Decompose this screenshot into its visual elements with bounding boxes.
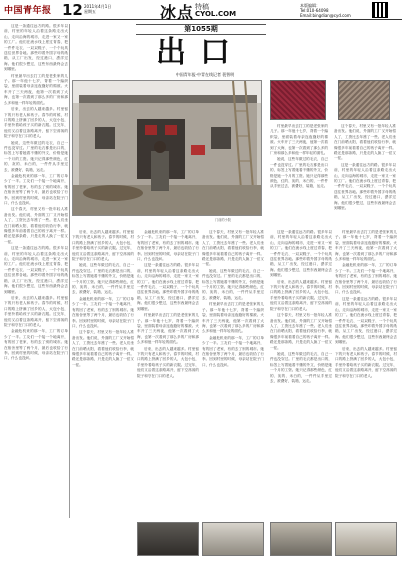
editor-line: 本版编辑： (300, 3, 320, 8)
paragraph: 村里最早出去打工的是老张家的儿子。那一年他十七岁，背着一个编织袋，里面装着母亲连夜缝好的棉被。火车开了三天两夜，他第一次看到了大海，也第一次看到了那么多的厂房和那么多和他一样年轻的面孔。 (335, 230, 397, 262)
paragraph: 她说，这些年做过的毛衣，自己一件也没穿过。厂里的毛衣都是出口的，标签上写着她看不懂的外文，价格是她一个月的工资。她只记得那些颜色，红的、灰的、米白的，一件件从手里过去，被叠好，装箱，运走。 (4, 140, 68, 172)
article-byline: 中国青年报·中青在线记者 裴智明 (175, 72, 235, 77)
text-column-right-b (334, 124, 396, 228)
paragraph: 她说，这些年做过的毛衣，自己一件也没穿过。厂里的毛衣都是出口的，标签上写着她看不懂的外文，价格是她一个月的工资。她只记得那些颜色，红的、灰的、米白的，一件件从手里过去，被叠好，装箱，运走。 (270, 157, 328, 189)
page-number: 12 (62, 1, 83, 19)
qr-code-icon (372, 2, 388, 18)
paragraph: 村里最早出去打工的是老张家的儿子。那一年他十七岁，背着一个编织袋，里面装着母亲连夜缝好的棉被。火车开了三天两夜，他第一次看到了大海，也第一次看到了那么多的厂房和那么多和他一样年轻的面孔。 (202, 302, 264, 334)
email-line: Email:bingdian@cyd.com (300, 13, 351, 18)
paragraph: 这是一条通往远方的路。很多年以前，村里的年轻人沿着这条路走出大山，走向沿海的城市，走进一家又一家的工厂。他们在流水线上度过青春，把一件件毛衣、一双双鞋子、一个个玩具送往世界各地。那些印着外国字母的纸箱，从工厂出发，经过港口，漂洋过海。他们很少想过，这些东西最终会去到哪里。 (270, 230, 332, 278)
paragraph: 后来，出去的人越来越多。村里留下的只有老人和孩子。春节的时候，村口的路上挤满了回乡的人，大包小包，手里拎着给孩子买的新衣服。过完年，他们又沿着这条路离开，留下空荡荡的院子和守在门口的老人。 (4, 295, 68, 327)
paragraph: 后来，出去的人越来越多。村里留下的只有老人和孩子。春节的时候，村口的路上挤满了回乡的人，大包小包，手里拎着给孩子买的新衣服。过完年，他们又沿着这条路离开，留下空荡荡的院子和守在门口的老人。 (4, 107, 68, 139)
paragraph: 村里最早出去打工的是老张家的儿子。那一年他十七岁，背着一个编织袋，里面装着母亲连夜缝好的棉被。火车开了三天两夜，他第一次看到了大海，也第一次看到了那么多的厂房和那么多和他一样年轻的面孔。 (4, 73, 68, 105)
text-column-5 (202, 230, 264, 518)
paragraph: 金融危机来的那一年，工厂的订单少了一半。工友们一个接一个地离开，有的回了老家，有的去了别的城市。她在宿舍里等了两个月，最后也收拾了行李。回到村里的时候，母亲站在院子门口，什么也没问。 (4, 329, 68, 361)
paragraph: 这个春天，村里又有一批年轻人准备出发。他们说，外面的工厂又开始招人了，工资比去年涨了一些。老人们坐在门前晒太阳，看着他们收拾行李，就像很多年前看着自己的孩子离开一样。路还是那条路，只是走的人换了一茬又一茬。 (334, 124, 396, 161)
article-headline: 出口 (156, 35, 244, 70)
site-url[interactable]: CYOL.COM (195, 10, 237, 18)
text-column-4 (137, 230, 199, 518)
paragraph: 后来，出去的人越来越多。村里留下的只有老人和孩子。春节的时候，村口的路上挤满了回乡的人，大包小包，手里拎着给孩子买的新衣服。过完年，他们又沿着这条路离开，留下空荡荡的院子和守在门口的老人。 (335, 346, 397, 378)
paragraph: 后来，出去的人越来越多。村里留下的只有老人和孩子。春节的时候，村口的路上挤满了回乡的人，大包小包，手里拎着给孩子买的新衣服。过完年，他们又沿着这条路离开，留下空荡荡的院子和守在门口的老人。 (72, 230, 134, 262)
bottom-photo-3 (270, 522, 332, 556)
knitting-photo (338, 80, 390, 120)
paragraph: 这是一条通往远方的路。很多年以前，村里的年轻人沿着这条路走出大山，走向沿海的城市，走进一家又一家的工厂。他们在流水线上度过青春，把一件件毛衣、一双双鞋子、一个个玩具送往世界各地。那些印着外国字母的纸箱，从工厂出发，经过港口，漂洋过海。他们很少想过，这些东西最终会去到哪里。 (334, 162, 396, 211)
text-column-right-a (270, 124, 328, 228)
weekday-line: 星期五 (84, 9, 96, 14)
sweater-photo (270, 80, 326, 120)
text-column-7 (335, 230, 397, 518)
text-column-3 (72, 230, 134, 518)
editor-info (300, 3, 358, 18)
paragraph: 这个春天，村里又有一批年轻人准备出发。他们说，外面的工厂又开始招人了，工资比去年涨了一些。老人们坐在门前晒太阳，看着他们收拾行李，就像很多年前看着自己的孩子离开一样。路还是那条路，只是走的人换了一茬又一茬。 (270, 313, 332, 350)
paragraph: 这是一条通往远方的路。很多年以前，村里的年轻人沿着这条路走出大山，走向沿海的城市，走进一家又一家的工厂。他们在流水线上度过青春，把一件件毛衣、一双双鞋子、一个个玩具送往世界各地。那些印着外国字母的纸箱，从工厂出发，经过港口，漂洋过海。他们很少想过，这些东西最终会去到哪里。 (137, 263, 199, 311)
bottom-photo-2 (202, 522, 264, 556)
paragraph: 金融危机来的那一年，工厂的订单少了一半。工友们一个接一个地离开，有的回了老家，有的去了别的城市。她在宿舍里等了两个月，最后也收拾了行李。回到村里的时候，母亲站在院子门口，什么也没问。 (335, 263, 397, 295)
bottom-photo-4 (335, 522, 397, 556)
date-line: 2011年4月1日 (84, 4, 112, 9)
newspaper-logo: 中国青年报 (4, 6, 52, 16)
paragraph: 这个春天，村里又有一批年轻人准备出发。他们说，外面的工厂又开始招人了，工资比去年涨了一些。老人们坐在门前晒太阳，看着他们收拾行李，就像很多年前看着自己的孩子离开一样。路还是那条路，只是走的人换了一茬又一茬。 (4, 207, 68, 244)
main-photo (72, 80, 262, 216)
paragraph: 后来，出去的人越来越多。村里留下的只有老人和孩子。春节的时候，村口的路上挤满了回乡的人，大包小包，手里拎着给孩子买的新衣服。过完年，他们又沿着这条路离开，留下空荡荡的院子和守在门口的老人。 (270, 279, 332, 311)
paragraph: 金融危机来的那一年，工厂的订单少了一半。工友们一个接一个地离开，有的回了老家，有的去了别的城市。她在宿舍里等了两个月，最后也收拾了行李。回到村里的时候，母亲站在院子门口，什么也没问。 (202, 335, 264, 367)
paragraph: 这是一条通往远方的路。很多年以前，村里的年轻人沿着这条路走出大山，走向沿海的城市，走进一家又一家的工厂。他们在流水线上度过青春，把一件件毛衣、一双双鞋子、一个个玩具送往世界各地。那些印着外国字母的纸箱，从工厂出发，经过港口，漂洋过海。他们很少想过，这些东西最终会去到哪里。 (4, 246, 68, 294)
paragraph: 她说，这些年做过的毛衣，自己一件也没穿过。厂里的毛衣都是出口的，标签上写着她看不懂的外文，价格是她一个月的工资。她只记得那些颜色，红的、灰的、米白的，一件件从手里过去，被叠好，装箱，运走。 (202, 268, 264, 300)
bottom-photo-1 (137, 522, 199, 556)
masthead (0, 0, 402, 20)
paragraph: 这是一条通往远方的路。很多年以前，村里的年轻人沿着这条路走出大山，走向沿海的城市，走进一家又一家的工厂。他们在流水线上度过青春，把一件件毛衣、一双双鞋子、一个个玩具送往世界各地。那些印着外国字母的纸箱，从工厂出发，经过港口，漂洋过海。他们很少想过，这些东西最终会去到哪里。 (335, 296, 397, 345)
paragraph: 这个春天，村里又有一批年轻人准备出发。他们说，外面的工厂又开始招人了，工资比去年涨了一些。老人们坐在门前晒太阳，看着他们收拾行李，就像很多年前看着自己的孩子离开一样。路还是那条路，只是走的人换了一茬又一茬。 (72, 330, 134, 367)
issue-number: 第1055期 (136, 24, 266, 35)
text-column-left (4, 24, 68, 518)
paragraph: 村里最早出去打工的是老张家的儿子。那一年他十七岁，背着一个编织袋，里面装着母亲连夜缝好的棉被。火车开了三天两夜，他第一次看到了大海，也第一次看到了那么多的厂房和那么多和他一样年轻的面孔。 (137, 313, 199, 345)
text-column-6 (270, 230, 332, 518)
paragraph: 她说，这些年做过的毛衣，自己一件也没穿过。厂里的毛衣都是出口的，标签上写着她看不懂的外文，价格是她一个月的工资。她只记得那些颜色，红的、灰的、米白的，一件件从手里过去，被叠好，装箱，运走。 (72, 263, 134, 295)
column-name: 冰点 (160, 3, 195, 22)
paragraph: 金融危机来的那一年，工厂的订单少了一半。工友们一个接一个地离开，有的回了老家，有的去了别的城市。她在宿舍里等了两个月，最后也收拾了行李。回到村里的时候，母亲站在院子门口，什么也没问。 (72, 296, 134, 328)
paragraph: 金融危机来的那一年，工厂的订单少了一半。工友们一个接一个地离开，有的回了老家，有的去了别的城市。她在宿舍里等了两个月，最后也收拾了行李。回到村里的时候，母亲站在院子门口，什么也没问。 (4, 173, 68, 205)
paragraph: 她说，这些年做过的毛衣，自己一件也没穿过。厂里的毛衣都是出口的，标签上写着她看不懂的外文，价格是她一个月的工资。她只记得那些颜色，红的、灰的、米白的，一件件从手里过去，被叠好，装箱，运走。 (270, 351, 332, 383)
house-scene (73, 81, 262, 216)
paragraph: 这是一条通往远方的路。很多年以前，村里的年轻人沿着这条路走出大山，走向沿海的城市，走进一家又一家的工厂。他们在流水线上度过青春，把一件件毛衣、一双双鞋子、一个个玩具送往世界各地。那些印着外国字母的纸箱，从工厂出发，经过港口，漂洋过海。他们很少想过，这些东西最终会去到哪里。 (4, 24, 68, 72)
paragraph: 后来，出去的人越来越多。村里留下的只有老人和孩子。春节的时候，村口的路上挤满了回乡的人，大包小包，手里拎着给孩子买的新衣服。过完年，他们又沿着这条路离开，留下空荡荡的院子和守在门口的老人。 (137, 346, 199, 378)
issue-date (84, 4, 124, 14)
paragraph: 金融危机来的那一年，工厂的订单少了一半。工友们一个接一个地离开，有的回了老家，有的去了别的城市。她在宿舍里等了两个月，最后也收拾了行李。回到村里的时候，母亲站在院子门口，什么也没问。 (137, 230, 199, 262)
paragraph: 村里最早出去打工的是老张家的儿子。那一年他十七岁，背着一个编织袋，里面装着母亲连夜缝好的棉被。火车开了三天两夜，他第一次看到了大海，也第一次看到了那么多的厂房和那么多和他一样年轻的面孔。 (270, 124, 328, 156)
tel-line: Tel:010-64098 (300, 8, 329, 13)
column-divider (69, 24, 70, 518)
section-tag: 特稿 (195, 3, 209, 11)
paragraph: 这个春天，村里又有一批年轻人准备出发。他们说，外面的工厂又开始招人了，工资比去年涨了一些。老人们坐在门前晒太阳，看着他们收拾行李，就像很多年前看着自己的孩子离开一样。路还是那条路，只是走的人换了一茬又一茬。 (202, 230, 264, 267)
main-photo-caption: 门前的小院 (215, 218, 231, 222)
